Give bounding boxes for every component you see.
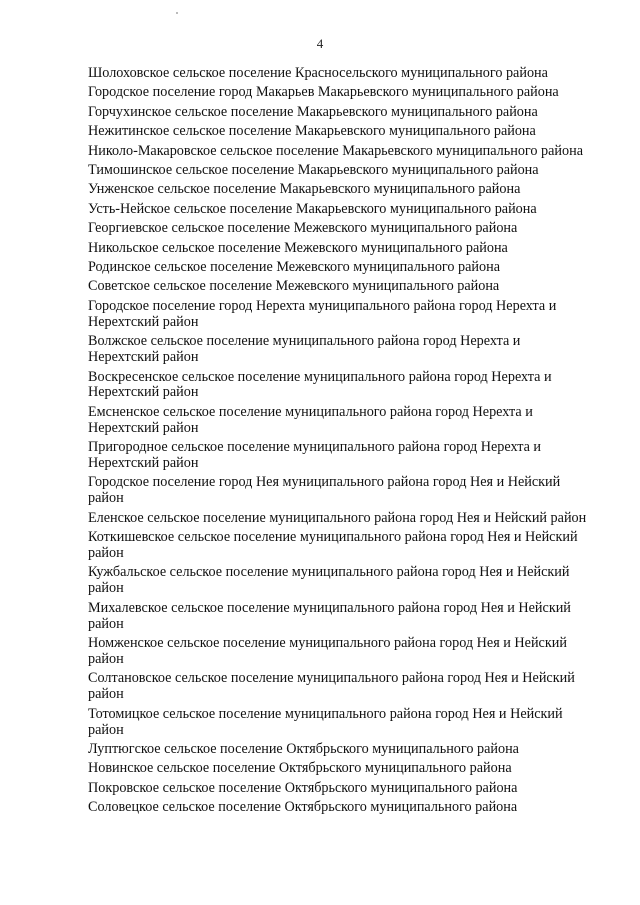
list-item: Тотомицкое сельское поселение муниципального района город Нея и Нейский район (88, 705, 563, 738)
list-item: Советское сельское поселение Межевского муниципального района (88, 278, 500, 295)
list-item: Городское поселение город Макарьев Макарьевского муниципального района (88, 84, 559, 101)
list-item: Емсненское сельское поселение муниципального района город Нерехта и Нерехтский район (88, 403, 533, 436)
list-item: Городское поселение город Нея муниципального района город Нея и Нейский район (88, 474, 561, 507)
list-item: Пригородное сельское поселение муниципального района город Нерехта и Нерехтский район (88, 439, 542, 472)
list-item: Шолоховское сельское поселение Красносельского муниципального района (88, 65, 548, 81)
list-item: Еленское сельское поселение муниципального района город Нея и Нейский район (88, 509, 587, 526)
settlement-list (88, 66, 588, 820)
list-item: Усть-Нейское сельское поселение Макарьевского муниципального района (88, 200, 537, 217)
page-number: 4 (316, 36, 324, 51)
list-item: Горчухинское сельское поселение Макарьевского муниципального района (88, 103, 538, 120)
list-item: Городское поселение город Нерехта муниципального района город Нерехта и Нерехтский район (88, 297, 557, 330)
list-item: Николо-Макаровское сельское поселение Макарьевского муниципального района (88, 142, 583, 159)
list-item: Новинское сельское поселение Октябрьского муниципального района (88, 760, 512, 777)
list-item: Волжское сельское поселение муниципального района город Нерехта и Нерехтский район (88, 333, 521, 366)
list-item: Покровское сельское поселение Октябрьского муниципального района (88, 779, 518, 796)
list-item: Унженское сельское поселение Макарьевского муниципального района (88, 181, 521, 198)
list-item: Луптюгское сельское поселение Октябрьского муниципального района (88, 741, 519, 758)
scan-speck (176, 12, 178, 14)
list-item: Кужбальское сельское поселение муниципального района город Нея и Нейский район (88, 564, 570, 597)
list-item: Солтановское сельское поселение муниципального района город Нея и Нейский район (88, 670, 575, 703)
list-item: Соловецкое сельское поселение Октябрьского муниципального района (88, 799, 518, 816)
list-item: Никольское сельское поселение Межевского муниципального района (88, 239, 508, 256)
list-item: Георгиевское сельское поселение Межевского муниципального района (88, 220, 518, 237)
list-item: Тимошинское сельское поселение Макарьевского муниципального района (88, 162, 539, 179)
list-item: Воскресенское сельское поселение муниципального района город Нерехта и Нерехтский район (88, 368, 552, 401)
list-item: Коткишевское сельское поселение муниципального района город Нея и Нейский район (88, 529, 578, 562)
list-item: Номженское сельское поселение муниципального района город Нея и Нейский район (88, 635, 567, 667)
list-item: Нежитинское сельское поселение Макарьевского муниципального района (88, 123, 536, 140)
list-item: Родинское сельское поселение Межевского муниципального района (88, 259, 501, 276)
list-item: Михалевское сельское поселение муниципального района город Нея и Нейский район (88, 599, 571, 632)
